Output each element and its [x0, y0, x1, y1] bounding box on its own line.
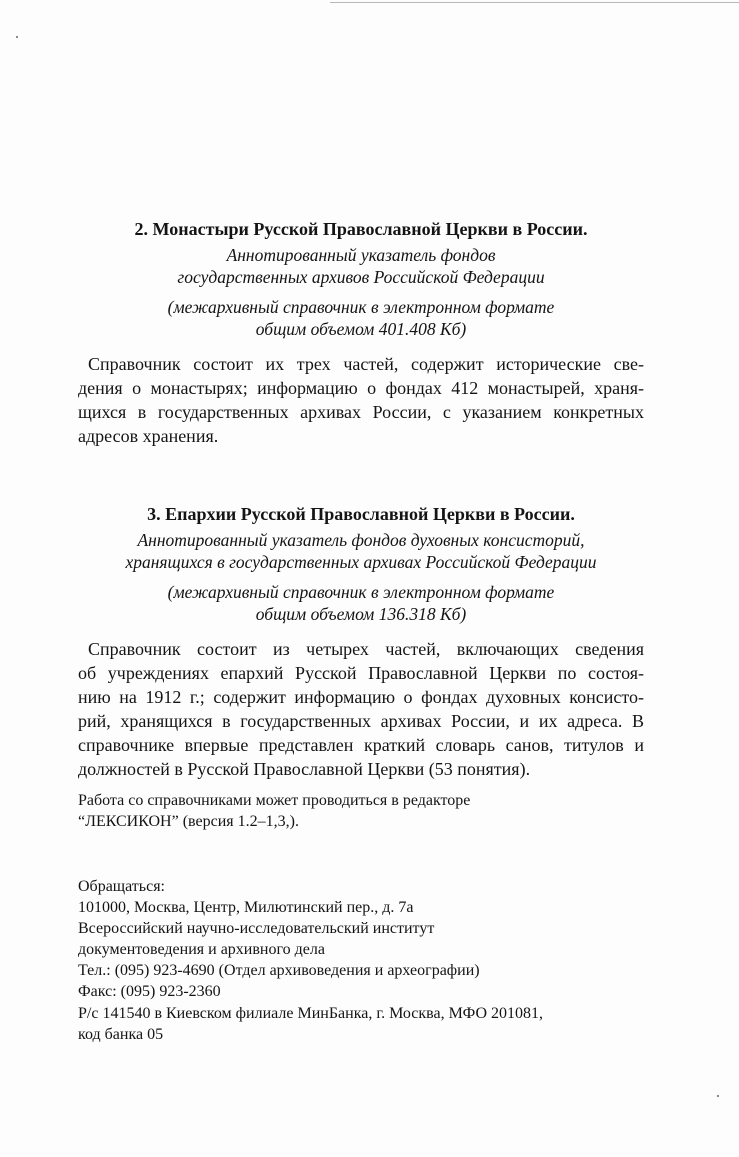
section-description [78, 352, 644, 448]
section-format-note [78, 581, 644, 625]
section-description [78, 637, 644, 781]
top-scan-edge [330, 2, 739, 3]
editor-note-line: “ЛЕКСИКОН” (версия 1.2–1,3,). [78, 813, 299, 830]
editor-note-line: Работа со справочниками может проводиться в редакторе [78, 792, 471, 809]
body-line: справочнике впервые представлен краткий словарь санов, титулов и [78, 735, 644, 755]
bank-line: Р/с 141540 в Киевском филиале МинБанка, г. Москва, МФО 201081, [78, 1005, 544, 1022]
contact-institute: Всероссийский научно-исследовательский институт [78, 920, 435, 937]
contact-address: 101000, Москва, Центр, Милютинский пер., д. 7а [78, 899, 414, 916]
body-line: нию на 1912 г.; содержит информацию о фондах духовных конcисто- [78, 687, 644, 707]
note-line: общим объемом 401.408 Кб) [255, 319, 467, 339]
contact-fax: Факс: (095) 923-2360 [78, 983, 221, 1000]
bank-details [78, 1003, 638, 1045]
bank-line: код банка 05 [78, 1026, 164, 1043]
body-line: щихся в государственных архивах России, с указанием конкретных [78, 402, 644, 422]
contact-phone: Тел.: (095) 923-4690 (Отдел архивоведения и археографии) [78, 962, 480, 979]
section-eparchies [78, 503, 644, 781]
section-subtitle [78, 529, 644, 573]
section-heading: 3. Епархии Русской Православной Церкви в России. [147, 504, 575, 524]
section-monasteries [78, 218, 644, 448]
body-line: Справочник состоит из четырех частей, включающих сведения [88, 639, 644, 659]
scan-speck [16, 36, 18, 38]
subtitle-line: хранящихся в государственных архивах Российской Федерации [125, 552, 597, 572]
section-heading: 2. Монастыри Русской Православной Церкви в России. [134, 219, 588, 239]
subtitle-line: Аннотированный указатель фондов духовных консисторий, [137, 530, 585, 550]
subtitle-line: Аннотированный указатель фондов [226, 245, 496, 265]
body-line: об учреждениях епархий Русской Православной Церкви по состоя- [78, 663, 644, 683]
contact-institute: документоведения и архивного дела [78, 941, 325, 958]
scan-speck [717, 1095, 719, 1097]
section-subtitle [78, 244, 644, 288]
note-line: (межархивный справочник в электронном формате [167, 582, 555, 602]
editor-note [78, 790, 638, 832]
note-line: (межархивный справочник в электронном формате [167, 297, 555, 317]
section-format-note [78, 296, 644, 340]
body-line: Справочник состоит их трех частей, содержит исторические све- [88, 354, 644, 374]
note-line: общим объемом 136.318 Кб) [255, 604, 467, 624]
body-line: должностей в Русской Православной Церкви (53 понятия). [78, 759, 531, 779]
body-line: дения о монастырях; информацию о фондах 412 монастырей, храня- [78, 378, 644, 398]
contact-label: Обращаться: [78, 878, 165, 895]
subtitle-line: государственных архивов Российской Федерации [177, 267, 545, 287]
contact-block [78, 876, 638, 1002]
body-line: адресов хранения. [78, 426, 219, 446]
body-line: рий, хранящихся в государственных архивах России, и их адреса. В [78, 711, 644, 731]
